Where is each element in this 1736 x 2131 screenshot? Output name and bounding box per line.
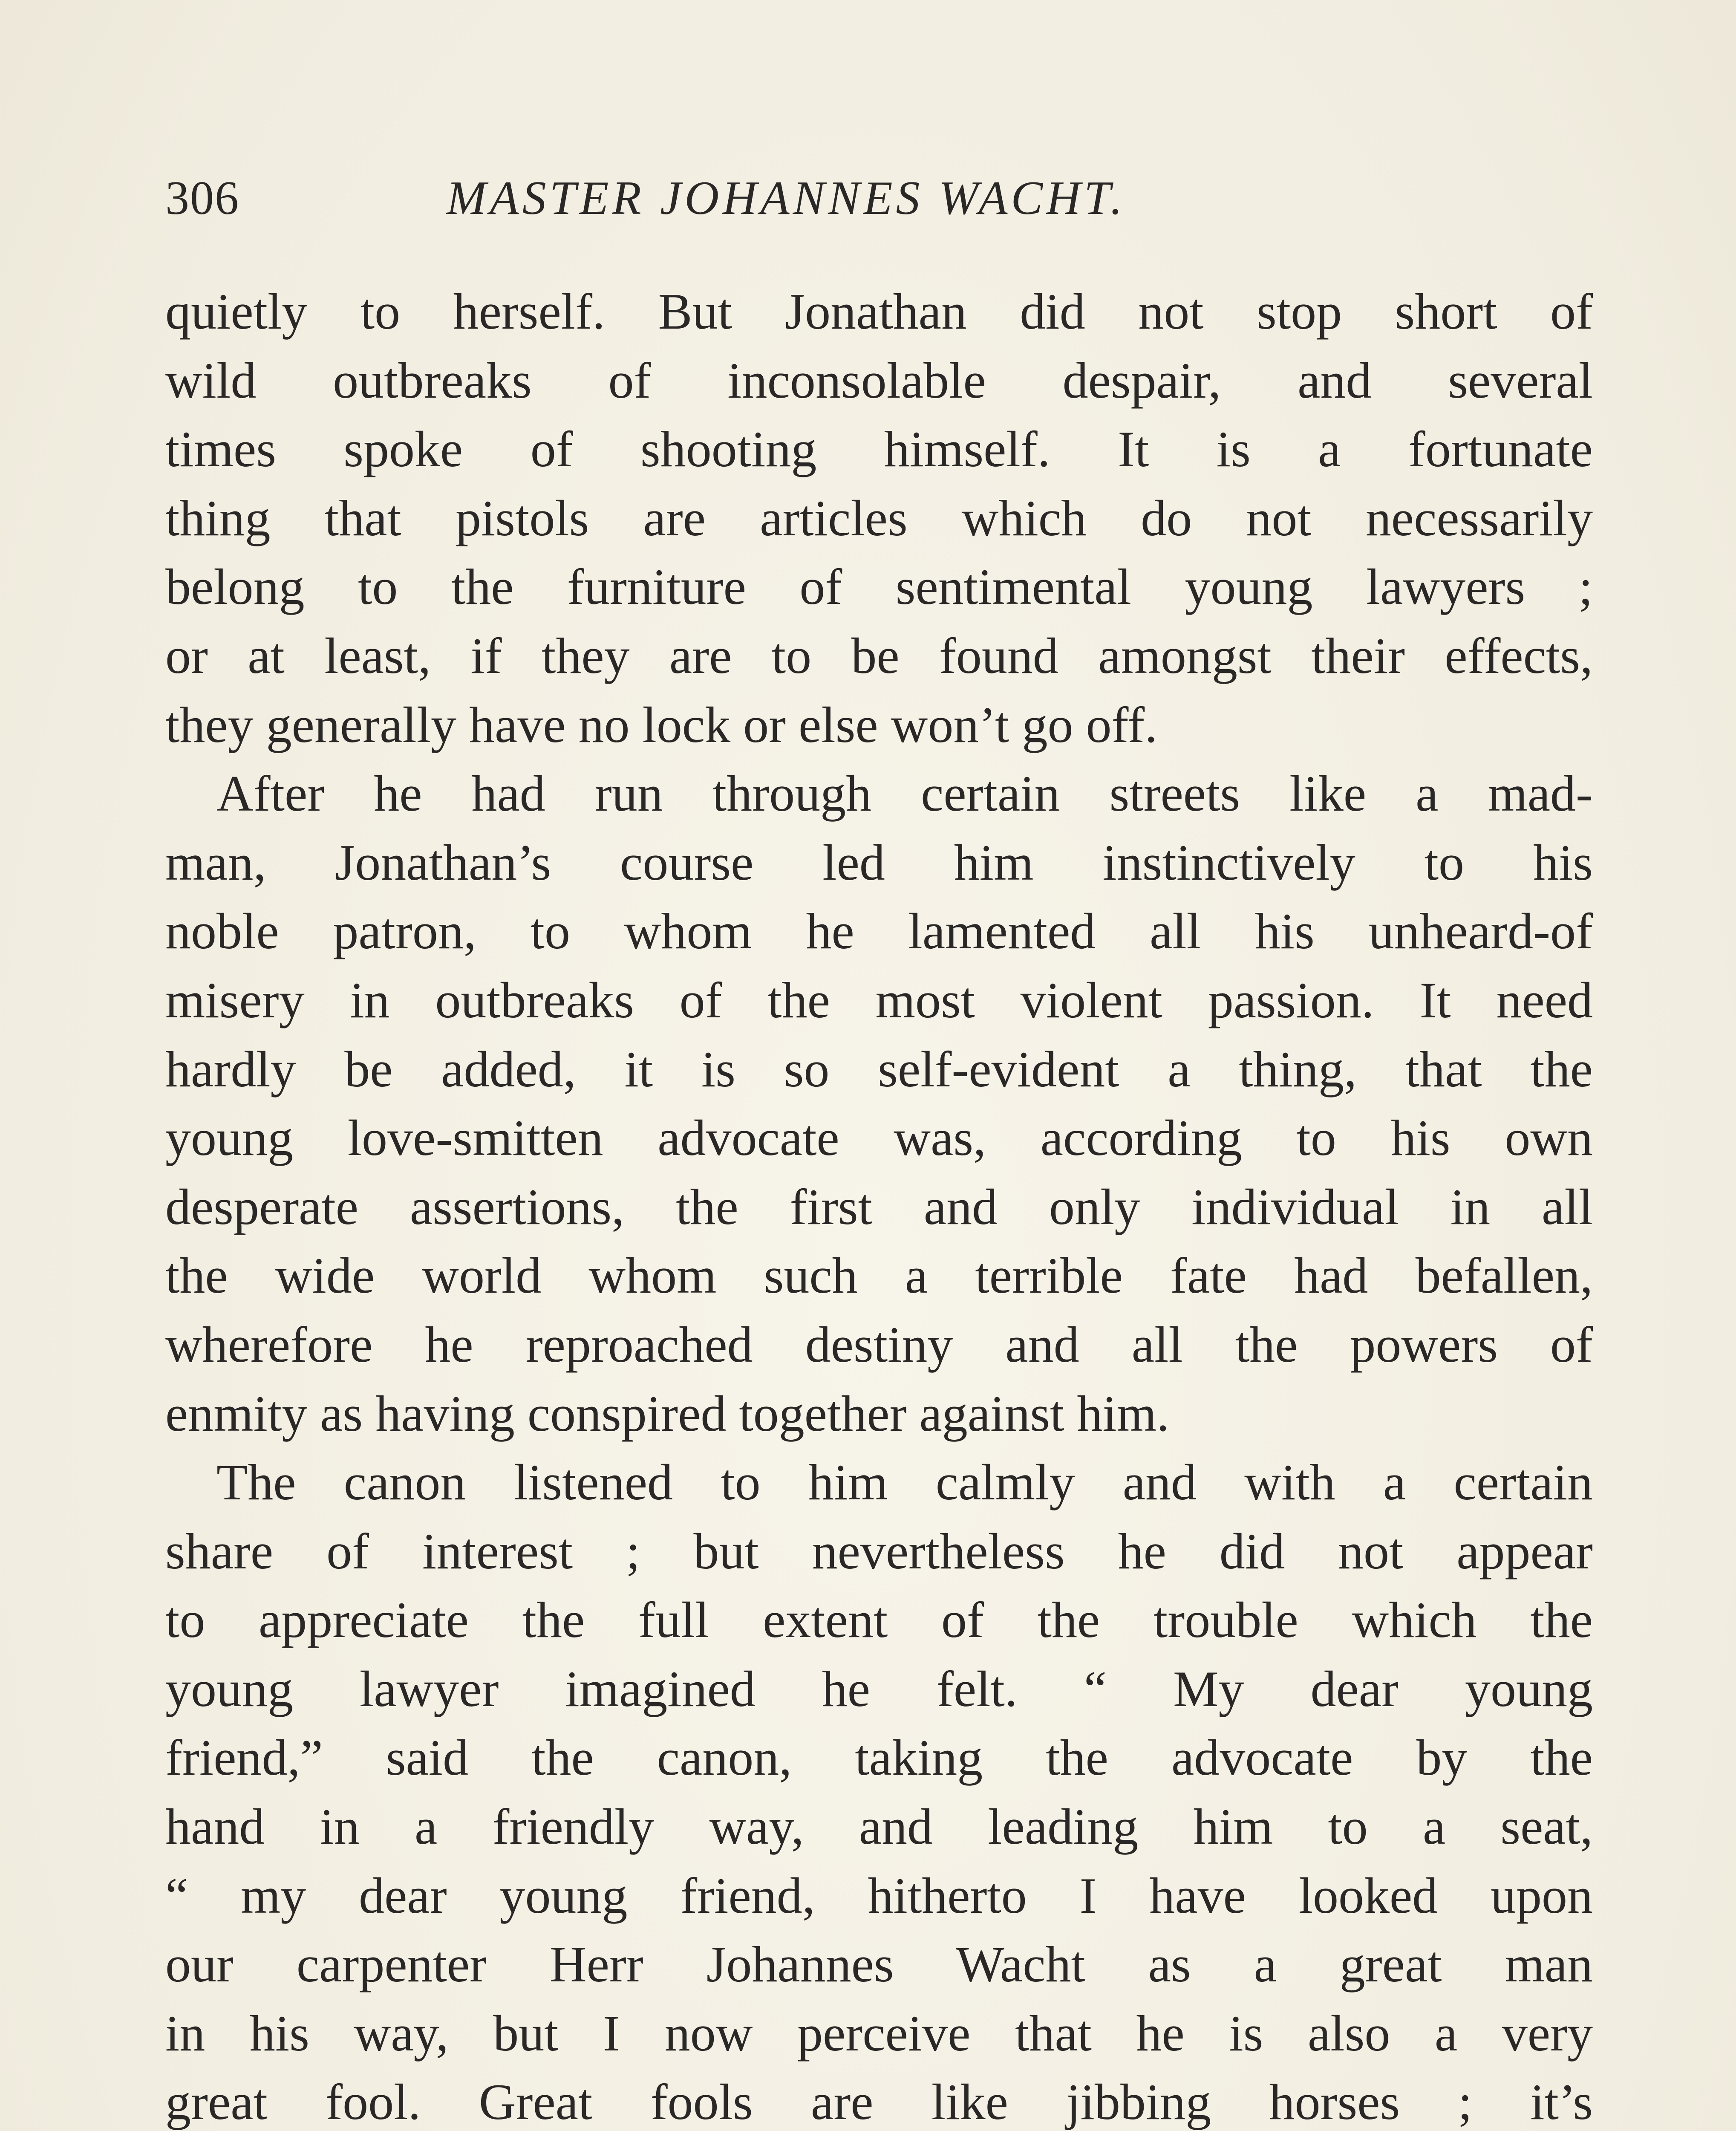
text-line: “ my dear young friend, hitherto I have looked upon — [165, 1867, 1593, 1924]
text-line: desperate assertions, the first and only individual in all — [165, 1178, 1593, 1235]
text-line: misery in outbreaks of the most violent passion. It need — [165, 971, 1593, 1028]
text-line: enmity as having conspired together against him. — [165, 1385, 1170, 1442]
text-line: times spoke of shooting himself. It is a fortunate — [165, 421, 1593, 478]
text-line: great fool. Great fools are like jibbing horses ; it’s — [165, 2073, 1593, 2131]
text-line: young love-smitten advocate was, according to his own — [165, 1109, 1593, 1167]
text-line: young lawyer imagined he felt. “ My dear young — [165, 1660, 1593, 1717]
text-line: hardly be added, it is so self-evident a thing, that the — [165, 1040, 1593, 1097]
text-line: in his way, but I now perceive that he is also a very — [165, 2004, 1593, 2062]
text-line: The canon listened to him calmly and with a certain — [216, 1454, 1593, 1511]
page-number: 306 — [165, 172, 239, 225]
text-line: quietly to herself. But Jonathan did not stop short of — [165, 283, 1593, 340]
text-line: to appreciate the full extent of the trouble which the — [165, 1591, 1593, 1649]
text-line: wild outbreaks of inconsolable despair, and several — [165, 352, 1593, 409]
text-line: After he had run through certain streets like a mad- — [216, 765, 1593, 822]
text-line: belong to the furniture of sentimental young lawyers ; — [165, 558, 1593, 615]
text-line: they generally have no lock or else won’t go off. — [165, 696, 1158, 753]
text-line: our carpenter Herr Johannes Wacht as a great man — [165, 1936, 1593, 1993]
text-line: the wide world whom such a terrible fate had befallen, — [165, 1247, 1593, 1304]
text-line: man, Jonathan’s course led him instinctively to his — [165, 834, 1593, 891]
text-line: noble patron, to whom he lamented all his unheard-of — [165, 903, 1593, 960]
body-text — [165, 277, 1593, 2131]
text-line: share of interest ; but nevertheless he did not appear — [165, 1522, 1593, 1579]
page-header — [165, 166, 1593, 230]
text-line: friend,” said the canon, taking the advocate by the — [165, 1729, 1593, 1786]
text-line: wherefore he reproached destiny and all the powers of — [165, 1316, 1593, 1373]
text-line: or at least, if they are to be found amongst their effects, — [165, 627, 1593, 684]
text-line: thing that pistols are articles which do not necessarily — [165, 489, 1593, 546]
running-title: MASTER JOHANNES WACHT. — [447, 172, 1126, 225]
text-line: hand in a friendly way, and leading him to a seat, — [165, 1798, 1593, 1855]
